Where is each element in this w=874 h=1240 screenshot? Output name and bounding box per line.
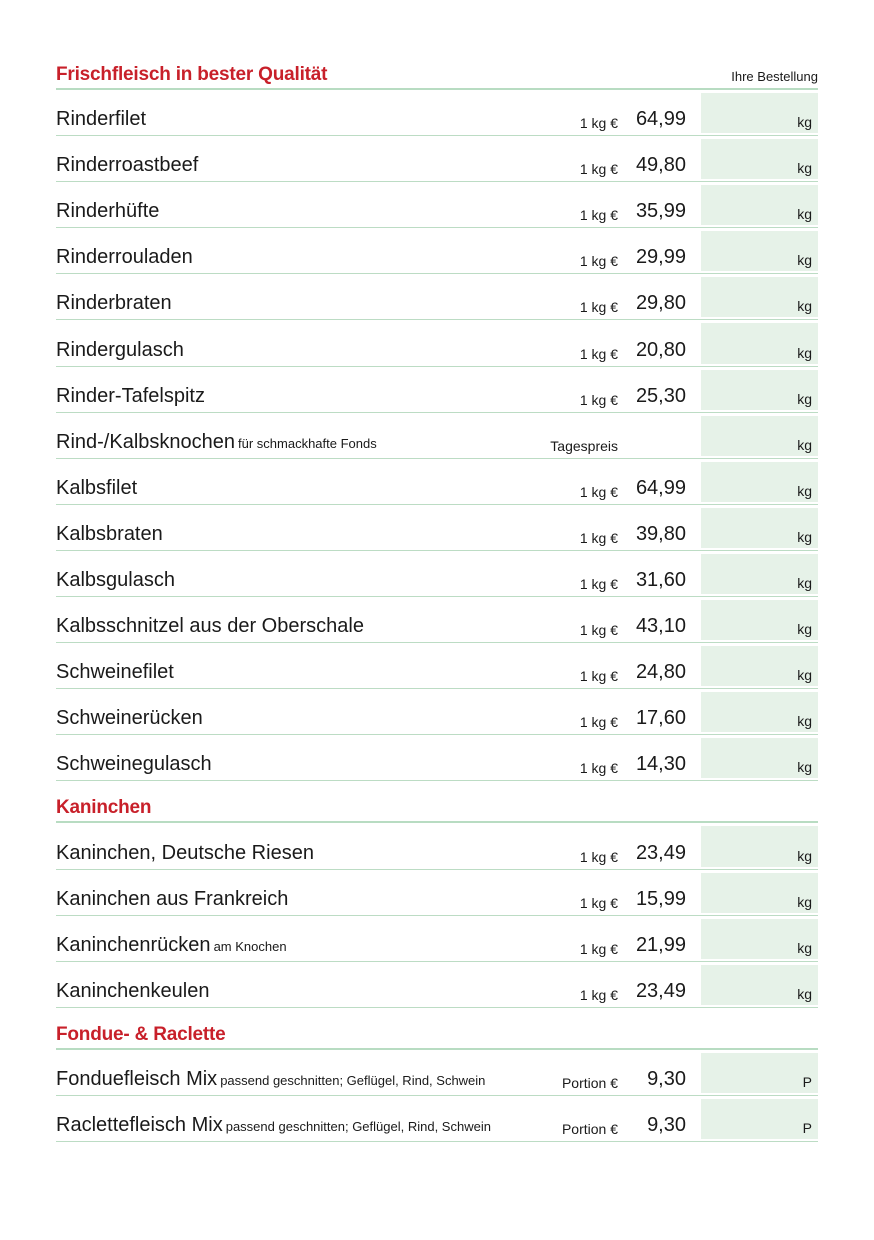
product-row [56,962,818,1008]
price-unit: 1 kg € [579,760,618,777]
price-unit: Portion € [561,1074,618,1091]
order-quantity-field[interactable] [701,738,818,778]
quantity-unit: kg [797,985,812,1002]
quantity-unit: kg [797,160,812,177]
order-quantity-field[interactable] [701,139,818,179]
product-name-text: Kaninchenkeulen [56,979,210,1002]
product-row [56,551,818,597]
section-title: Kaninchen [56,797,152,819]
price-value: 31,60 [635,569,686,592]
quantity-unit: kg [797,713,812,730]
price-unit: Tagespreis [550,437,618,454]
price-value: 20,80 [635,338,686,361]
product-name [56,200,159,223]
quantity-unit: kg [797,390,812,407]
product-name-text: Schweinefilet [56,661,174,684]
product-row [56,823,818,869]
order-quantity-field[interactable] [701,231,818,271]
product-row [56,90,818,136]
quantity-unit: kg [797,893,812,910]
price-unit: 1 kg € [579,115,618,132]
product-row [56,505,818,551]
product-name [56,292,172,315]
product-name [56,385,205,408]
section-title: Fondue- & Raclette [56,1023,226,1045]
price-value: 64,99 [635,108,686,131]
product-note: für schmackhafte Fonds [238,435,377,451]
order-quantity-field[interactable] [701,873,818,913]
price-value: 39,80 [635,522,686,545]
quantity-unit: kg [797,528,812,545]
price-value: 21,99 [635,933,686,956]
product-name-text: Kalbsbraten [56,522,163,545]
product-name [56,477,137,500]
order-quantity-field[interactable] [701,646,818,686]
order-quantity-field[interactable] [701,919,818,959]
product-name [56,108,146,131]
price-unit: 1 kg € [579,207,618,224]
product-name-text: Schweinegulasch [56,753,212,776]
product-row [56,689,818,735]
price-value: 9,30 [647,1113,686,1136]
product-name-text: Rinderhüfte [56,200,160,223]
quantity-unit: kg [797,252,812,269]
product-row [56,916,818,962]
order-column-label: Ihre Bestellung [731,69,818,84]
price-value: 9,30 [647,1067,686,1090]
quantity-unit: kg [797,667,812,684]
product-name [56,934,287,957]
price-unit: Portion € [561,1120,618,1137]
product-name-text: Fonduefleisch Mix [56,1067,218,1090]
order-quantity-field[interactable] [701,1053,818,1093]
product-row [56,459,818,505]
quantity-unit: kg [797,482,812,499]
price-value: 64,99 [635,476,686,499]
order-quantity-field[interactable] [701,370,818,410]
quantity-unit: kg [797,621,812,638]
price-value: 14,30 [635,753,686,776]
product-row [56,1096,818,1142]
price-unit: 1 kg € [579,986,618,1003]
product-name [56,615,364,638]
quantity-unit: kg [797,344,812,361]
product-name-text: Rinderrouladen [56,246,193,269]
product-name [56,154,198,177]
product-name [56,707,203,730]
order-quantity-field[interactable] [701,462,818,502]
price-value: 49,80 [635,154,686,177]
price-unit: 1 kg € [579,253,618,270]
product-name [56,339,184,362]
order-quantity-field[interactable] [701,826,818,866]
price-value: 17,60 [635,707,686,730]
product-name [56,1114,491,1137]
quantity-unit: P [802,1119,812,1136]
price-unit: 1 kg € [579,576,618,593]
price-value: 25,30 [635,384,686,407]
product-name-text: Rinder-Tafelspitz [56,384,205,407]
product-name-text: Rinderbraten [56,292,172,315]
price-unit: 1 kg € [579,299,618,316]
product-row [56,367,818,413]
price-value: 23,49 [635,841,686,864]
price-value: 29,80 [635,292,686,315]
section-header [56,58,818,90]
product-row [56,274,818,320]
product-note: passend geschnitten; Geflügel, Rind, Schwein [225,1118,491,1134]
price-list [56,58,818,1142]
product-name-text: Kaninchenrücken [56,933,211,956]
product-note: passend geschnitten; Geflügel, Rind, Schwein [220,1072,486,1088]
order-quantity-field[interactable] [701,692,818,732]
price-unit: 1 kg € [579,345,618,362]
product-name [56,888,288,911]
price-unit: 1 kg € [579,848,618,865]
product-row [56,735,818,781]
product-name [56,842,314,865]
section-header [56,1018,818,1050]
order-quantity-field[interactable] [701,1099,818,1139]
product-note: am Knochen [213,938,287,954]
order-quantity-field[interactable] [701,323,818,363]
price-unit: 1 kg € [579,161,618,178]
product-name-text: Kalbsgulasch [56,569,175,592]
price-value: 43,10 [635,615,686,638]
quantity-unit: kg [797,575,812,592]
quantity-unit: kg [797,206,812,223]
order-quantity-field[interactable] [701,277,818,317]
order-quantity-field[interactable] [701,508,818,548]
order-quantity-field[interactable] [701,965,818,1005]
price-unit: 1 kg € [579,529,618,546]
product-row [56,182,818,228]
price-unit: 1 kg € [579,668,618,685]
quantity-unit: kg [797,298,812,315]
product-name-text: Raclettefleisch Mix [56,1113,223,1136]
product-name [56,661,174,684]
product-name [56,753,212,776]
price-unit: 1 kg € [579,940,618,957]
quantity-unit: kg [797,939,812,956]
quantity-unit: kg [797,847,812,864]
product-row [56,870,818,916]
product-name-text: Rind-/Kalbsknochen [56,430,235,453]
product-row [56,228,818,274]
product-name-text: Kaninchen aus Frankreich [56,887,289,910]
quantity-unit: kg [797,436,812,453]
product-name [56,569,175,592]
product-name-text: Rinderfilet [56,108,147,131]
product-row [56,413,818,459]
product-name [56,523,163,546]
price-unit: 1 kg € [579,391,618,408]
price-value: 29,99 [635,246,686,269]
order-quantity-field[interactable] [701,600,818,640]
product-name-text: Schweinerücken [56,707,203,730]
product-row [56,320,818,366]
quantity-unit: kg [797,759,812,776]
product-name-text: Kalbsfilet [56,476,138,499]
order-quantity-field[interactable] [701,554,818,594]
product-name-text: Kaninchen, Deutsche Riesen [56,841,314,864]
product-row [56,597,818,643]
product-row [56,136,818,182]
price-unit: 1 kg € [579,714,618,731]
price-value: 15,99 [635,887,686,910]
product-name-text: Rindergulasch [56,338,184,361]
price-unit: 1 kg € [579,622,618,639]
product-row [56,1050,818,1096]
product-name [56,431,377,454]
quantity-unit: P [802,1073,812,1090]
product-name-text: Rinderroastbeef [56,154,199,177]
order-quantity-field[interactable] [701,416,818,456]
price-value: 23,49 [635,979,686,1002]
quantity-unit: kg [797,114,812,131]
price-value: 24,80 [635,661,686,684]
section-header [56,791,818,823]
product-name [56,246,193,269]
price-unit: 1 kg € [579,483,618,500]
price-unit: 1 kg € [579,894,618,911]
product-row [56,643,818,689]
product-name [56,1068,485,1091]
price-value: 35,99 [635,200,686,223]
product-name [56,980,209,1003]
product-name-text: Kalbsschnitzel aus der Oberschale [56,615,364,638]
order-quantity-field[interactable] [701,93,818,133]
section-title: Frischfleisch in bester Qualität [56,64,328,85]
order-quantity-field[interactable] [701,185,818,225]
